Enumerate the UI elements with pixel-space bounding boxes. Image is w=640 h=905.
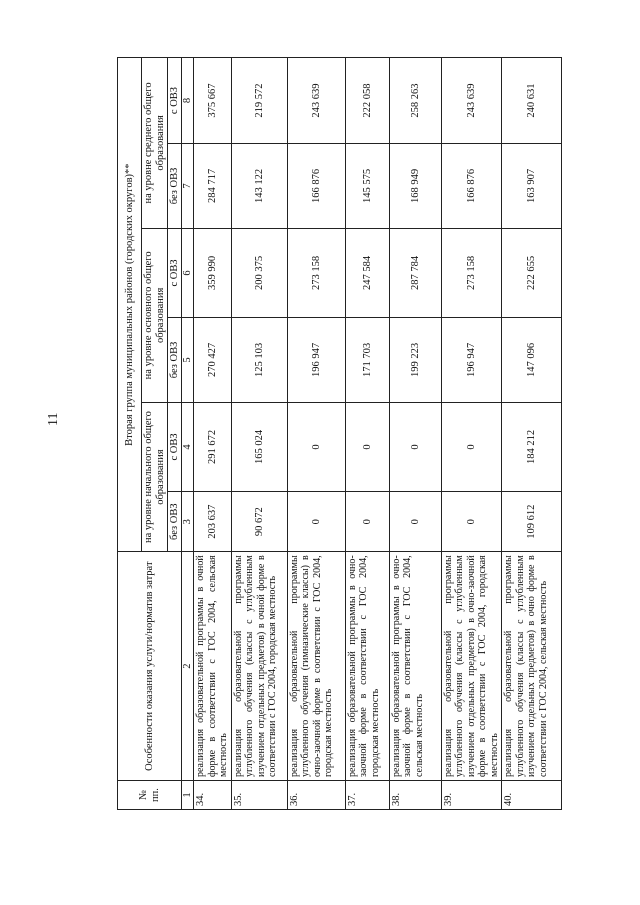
value-primary-with: 291 672: [194, 402, 232, 491]
column-number: 1: [182, 781, 194, 810]
value-primary-with: 0: [287, 402, 345, 491]
value-primary-without: 0: [389, 492, 441, 552]
value-secondary-without: 166 876: [287, 144, 345, 229]
value-secondary-without: 143 122: [231, 144, 287, 229]
row-description: реализация образовательной программы в очной форме в соответствии с ГОС 2004, сельская местность: [194, 552, 232, 781]
value-secondary-with: 240 631: [502, 58, 562, 144]
column-number: 7: [182, 144, 194, 229]
value-primary-without: 0: [287, 492, 345, 552]
value-secondary-with: 219 572: [231, 58, 287, 144]
value-secondary-without: 166 876: [441, 144, 502, 229]
value-primary-with: 165 024: [231, 402, 287, 491]
value-primary-without: 0: [441, 492, 502, 552]
row-number: 39.: [441, 781, 502, 810]
value-secondary-without: 284 717: [194, 144, 232, 229]
value-primary-without: 203 637: [194, 492, 232, 552]
value-secondary-with: 243 639: [441, 58, 502, 144]
table-row: [502, 58, 562, 810]
column-number: 8: [182, 58, 194, 144]
table-row: [389, 58, 441, 810]
value-basic-with: 247 584: [345, 228, 389, 317]
value-basic-without: 171 703: [345, 318, 389, 403]
value-basic-without: 196 947: [441, 318, 502, 403]
header-sub-without: без ОВЗ: [168, 144, 182, 229]
row-description: реализация образовательной программы углубленного обучения (классы с углубленным изучением отдельных предметов) в очной форме в соответствии с ГОС 2004, городская местность: [231, 552, 287, 781]
value-primary-with: 0: [441, 402, 502, 491]
table-row: [287, 58, 345, 810]
header-group-title: Вторая группа муниципальных районов (городских округов)**: [118, 58, 142, 552]
row-description: реализация образовательной программы углубленного обучения (гимназические классы) в очно-заочной форме в соответствии с ГОС 2004, городская местность: [287, 552, 345, 781]
value-secondary-with: 243 639: [287, 58, 345, 144]
row-number: 34.: [194, 781, 232, 810]
value-basic-with: 273 158: [441, 228, 502, 317]
value-secondary-with: 375 667: [194, 58, 232, 144]
value-primary-without: 90 672: [231, 492, 287, 552]
column-number: 6: [182, 228, 194, 317]
page-number: 11: [46, 412, 61, 426]
column-number: 5: [182, 318, 194, 403]
column-number: 3: [182, 492, 194, 552]
value-basic-with: 287 784: [389, 228, 441, 317]
row-number: 37.: [345, 781, 389, 810]
column-number: 2: [182, 552, 194, 781]
row-number: 38.: [389, 781, 441, 810]
header-sub-with: с ОВЗ: [168, 58, 182, 144]
value-secondary-without: 145 575: [345, 144, 389, 229]
value-basic-with: 359 990: [194, 228, 232, 317]
table-row: [345, 58, 389, 810]
header-sub-without: без ОВЗ: [168, 492, 182, 552]
header-sub-with: с ОВЗ: [168, 402, 182, 491]
value-primary-without: 0: [345, 492, 389, 552]
header-sub-without: без ОВЗ: [168, 318, 182, 403]
column-numbers-row: [182, 58, 194, 810]
value-basic-with: 200 375: [231, 228, 287, 317]
value-secondary-with: 258 263: [389, 58, 441, 144]
value-primary-with: 0: [345, 402, 389, 491]
row-number: 35.: [231, 781, 287, 810]
table-row: [231, 58, 287, 810]
value-basic-without: 147 096: [502, 318, 562, 403]
table-row: [194, 58, 232, 810]
value-basic-without: 199 223: [389, 318, 441, 403]
table-row: [441, 58, 502, 810]
value-secondary-without: 168 949: [389, 144, 441, 229]
row-number: 40.: [502, 781, 562, 810]
header-col-desc: Особенности оказания услуги/норматив затрат: [118, 552, 182, 781]
value-secondary-without: 163 907: [502, 144, 562, 229]
value-basic-without: 270 427: [194, 318, 232, 403]
row-description: реализация образовательной программы углубленного обучения (классы с углубленным изучением отдельных предметов) в очно-заочной форме в соответствии с ГОС 2004, городская местность: [441, 552, 502, 781]
column-number: 4: [182, 402, 194, 491]
value-basic-without: 196 947: [287, 318, 345, 403]
header-level-secondary: на уровне среднего общего образования: [142, 58, 168, 229]
value-basic-with: 222 655: [502, 228, 562, 317]
cost-norms-table: [117, 57, 562, 810]
value-primary-with: 184 212: [502, 402, 562, 491]
rotated-table-container: [117, 57, 549, 810]
value-primary-without: 109 612: [502, 492, 562, 552]
value-primary-with: 0: [389, 402, 441, 491]
row-number: 36.: [287, 781, 345, 810]
value-secondary-with: 222 058: [345, 58, 389, 144]
header-sub-with: с ОВЗ: [168, 228, 182, 317]
row-description: реализация образовательной программы углубленного обучения (классы с углубленным изучением отдельных предметов) в очно форме в соответствии с ГОС 2004, сельская местность: [502, 552, 562, 781]
value-basic-with: 273 158: [287, 228, 345, 317]
row-description: реализация образовательной программы в очно-заочной форме в соответствии с ГОС 2004, городская местность: [345, 552, 389, 781]
header-col-no: № пп.: [118, 781, 182, 810]
row-description: реализация образовательной программы в очно-заочной форме в соответствии с ГОС 2004, сельская местность: [389, 552, 441, 781]
header-level-primary: на уровне начального общего образования: [142, 402, 168, 551]
header-level-basic: на уровне основного общего образования: [142, 228, 168, 402]
value-basic-without: 125 103: [231, 318, 287, 403]
